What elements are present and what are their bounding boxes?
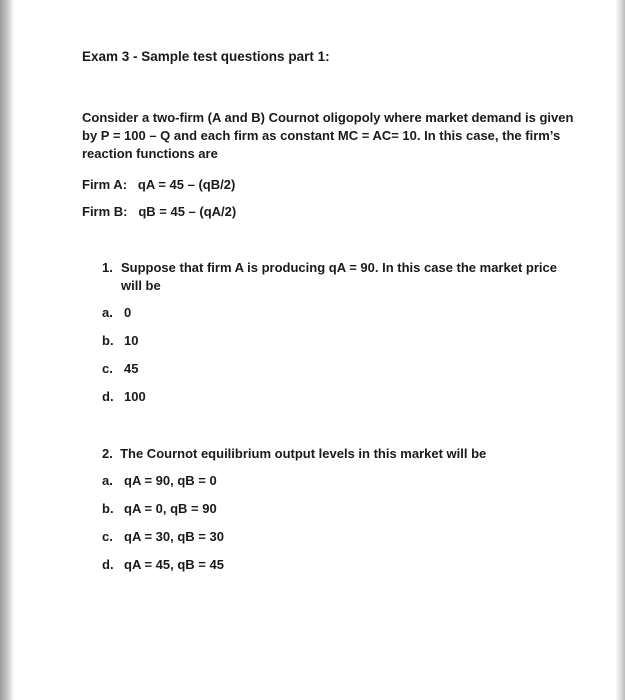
q2-option-b[interactable]	[102, 500, 217, 518]
page-title: Exam 3 - Sample test questions part 1:	[82, 49, 330, 64]
option-letter: c.	[102, 361, 113, 376]
option-letter: b.	[102, 333, 114, 348]
page-edge-shadow	[0, 0, 14, 700]
q2-option-d[interactable]	[102, 556, 224, 574]
option-text: 100	[124, 389, 146, 404]
option-letter: a.	[102, 473, 113, 488]
option-text: 0	[124, 305, 132, 320]
intro-paragraph: Consider a two-firm (A and B) Cournot oligopoly where market demand is given by P = 100 – Q and each firm as constant MC = AC= 10. In this case, the firm’s reaction functions are	[82, 110, 574, 161]
option-letter: d.	[102, 389, 114, 404]
option-letter: c.	[102, 529, 113, 544]
reaction-formula: qB = 45 – (qA/2)	[138, 204, 237, 219]
page-edge-shadow-right	[615, 0, 625, 700]
q2-option-a[interactable]	[102, 472, 217, 490]
q1-option-d[interactable]	[102, 388, 146, 406]
option-letter: d.	[102, 557, 114, 572]
reaction-label: Firm A:	[82, 177, 128, 192]
question-1	[102, 259, 562, 295]
option-text: qA = 30, qB = 30	[124, 529, 224, 544]
reaction-formula: qA = 45 – (qB/2)	[137, 177, 236, 192]
option-letter: b.	[102, 501, 114, 516]
option-text: qA = 45, qB = 45	[124, 557, 224, 572]
option-text: qA = 0, qB = 90	[124, 501, 217, 516]
option-text: 10	[124, 333, 139, 348]
option-letter: a.	[102, 305, 113, 320]
q1-option-a[interactable]	[102, 304, 131, 322]
question-number: 1.	[102, 260, 113, 275]
reaction-function-firm-b	[82, 203, 236, 221]
question-number: 2.	[102, 446, 113, 461]
question-text: Suppose that firm A is producing qA = 90. In this case the market price will be	[121, 260, 557, 293]
question-2	[102, 445, 486, 463]
reaction-label: Firm B:	[82, 204, 128, 219]
reaction-function-firm-a	[82, 176, 235, 194]
option-text: 45	[124, 361, 139, 376]
q2-option-c[interactable]	[102, 528, 224, 546]
option-text: qA = 90, qB = 0	[124, 473, 217, 488]
q1-option-c[interactable]	[102, 360, 138, 378]
question-text: The Cournot equilibrium output levels in this market will be	[120, 446, 487, 461]
q1-option-b[interactable]	[102, 332, 138, 350]
